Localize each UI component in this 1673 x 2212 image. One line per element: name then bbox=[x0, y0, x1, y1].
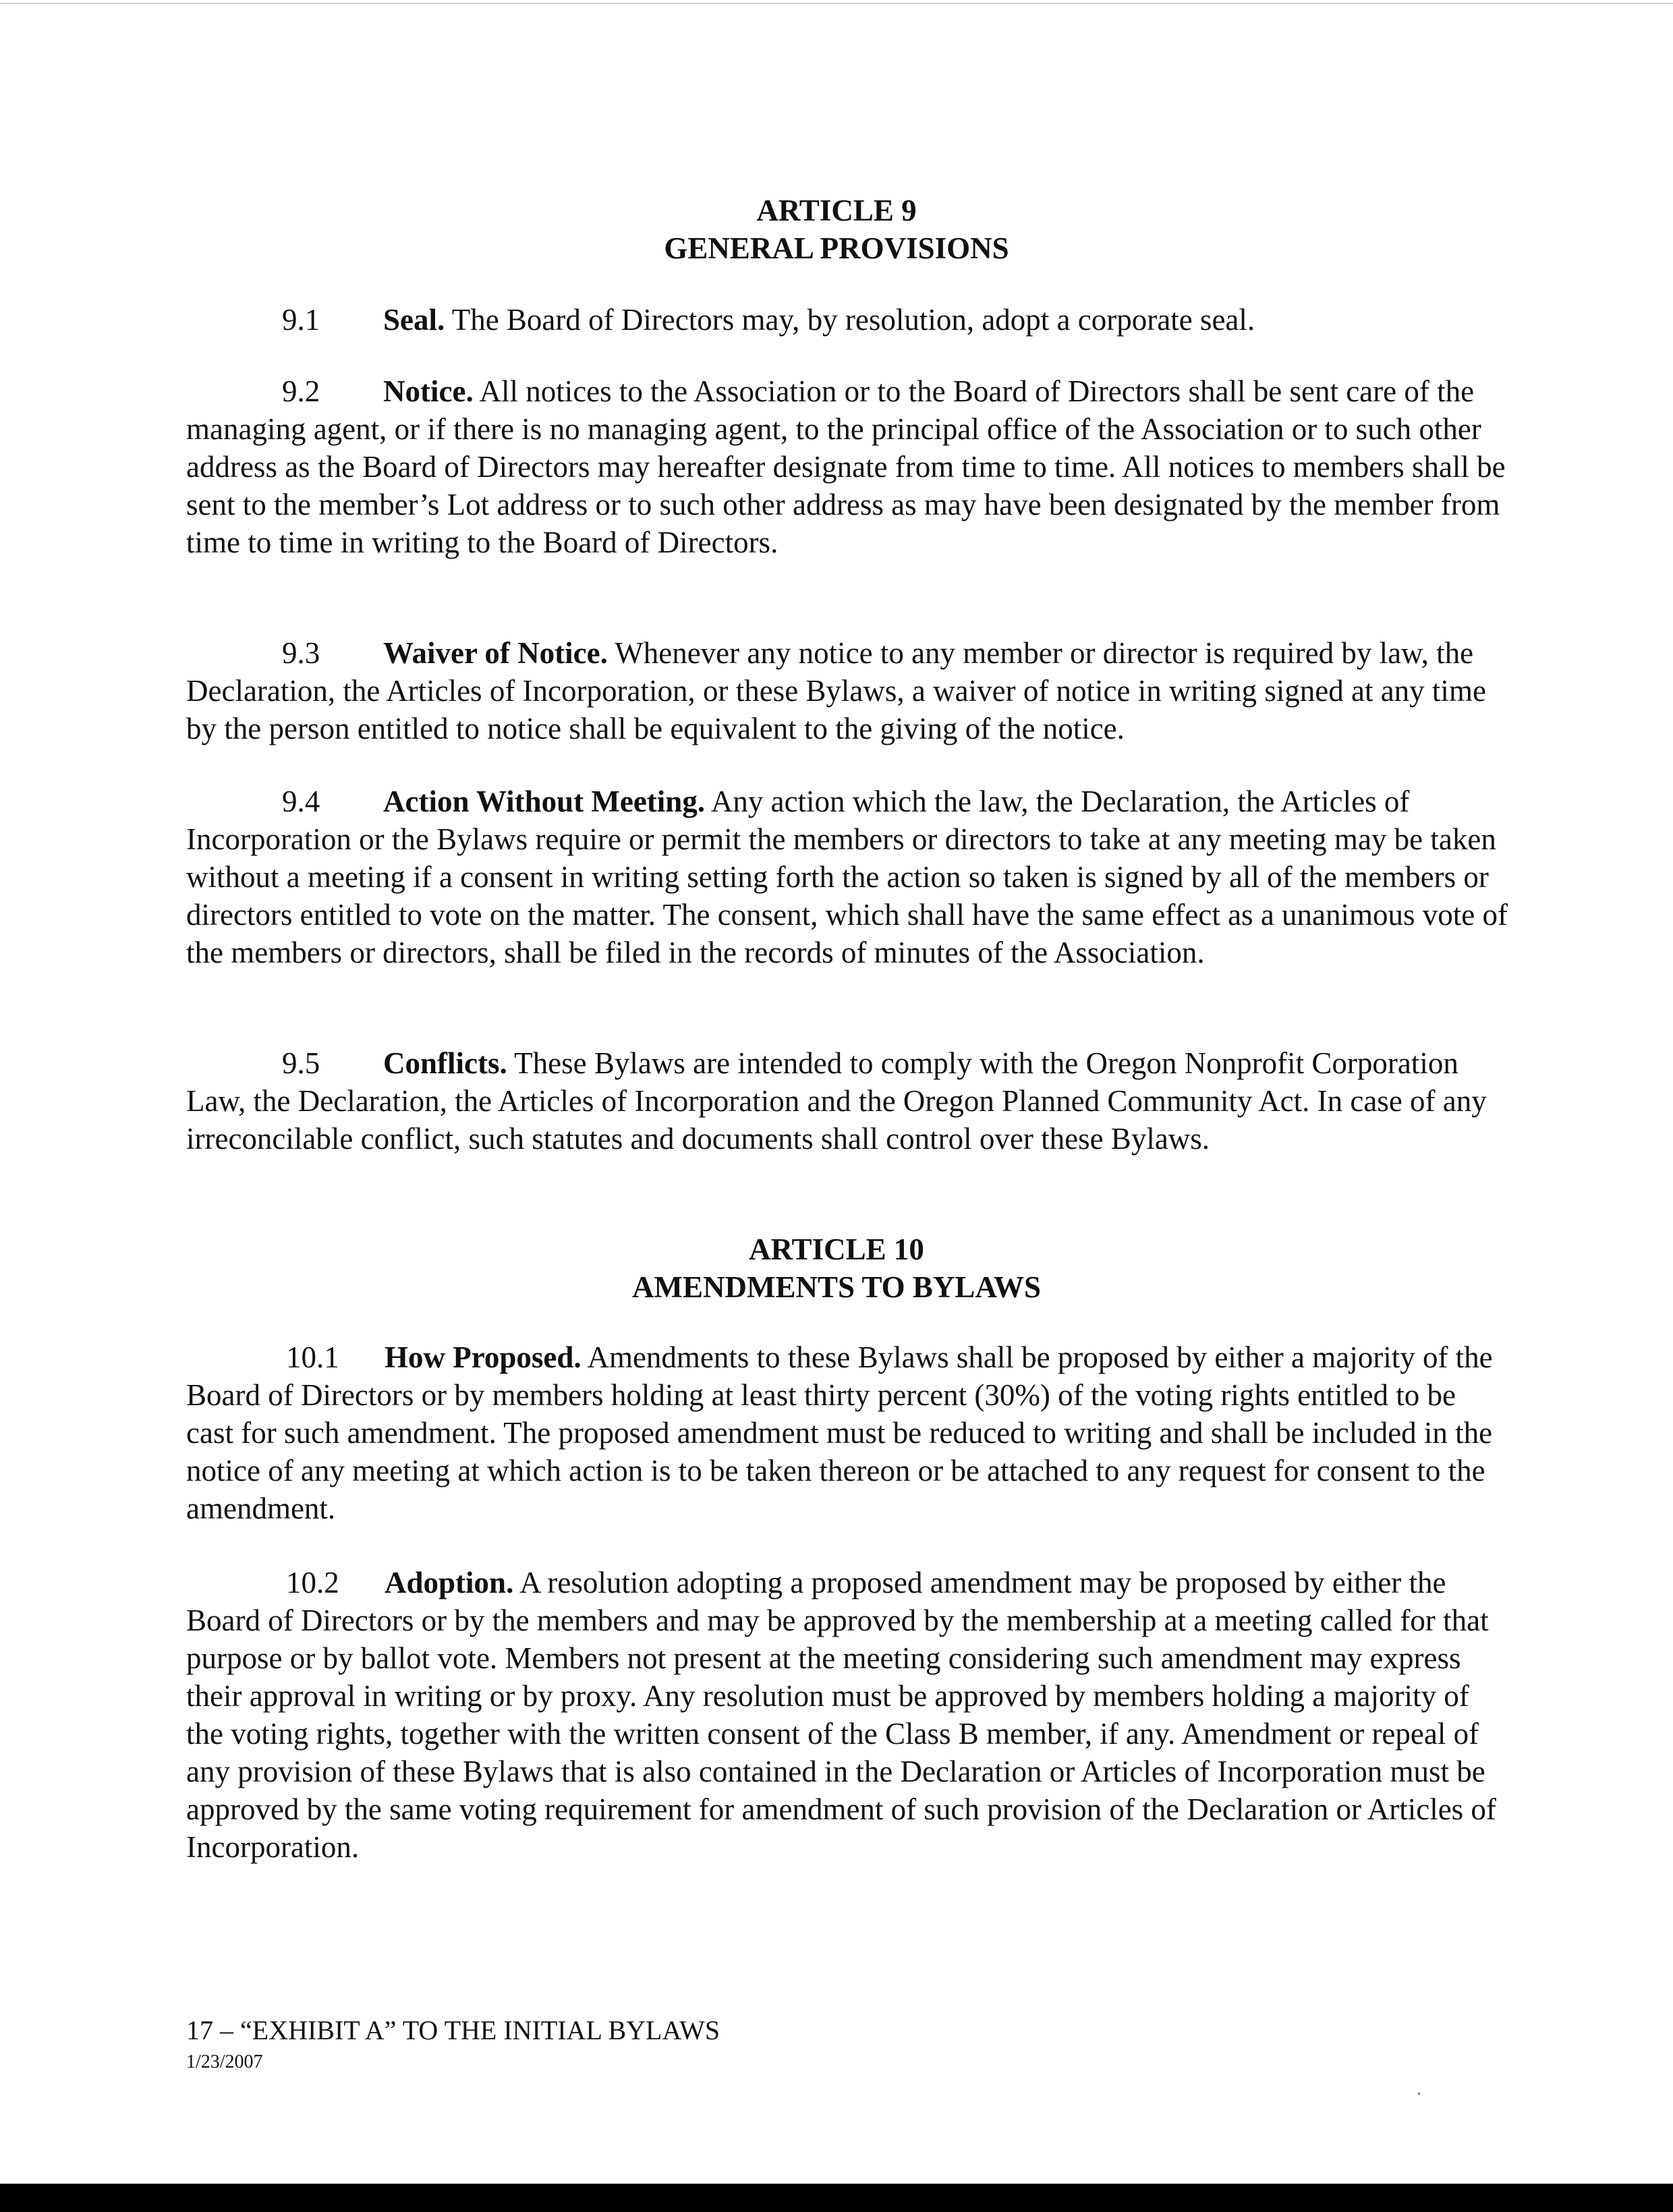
section-number: 9.1 bbox=[282, 303, 320, 337]
section-title: Conflicts bbox=[383, 1046, 500, 1080]
section-text: The Board of Directors may, by resolution, adopt a corporate seal. bbox=[445, 303, 1255, 337]
article-9-heading bbox=[0, 192, 1673, 267]
section-text: All notices to the Association or to the Board of Directors shall be sent care of the managing agent, or if there is no managing agent, to the principal office of the Association or to such other address as the Board of Directors may hereafter designate from time to time. All notices to members shall be sent to the member’s Lot address or to such other address as may have been designated by the member from time to time in writing to the Board of Directors. bbox=[186, 374, 1506, 559]
section-number: 9.3 bbox=[282, 636, 320, 670]
section-text: These Bylaws are intended to comply with the Oregon Nonprofit Corporation Law, the Declaration, the Articles of Incorporation and the Oregon Planned Community Act. In case of any irreconcilable conflict, such statutes and documents shall control over these Bylaws. bbox=[186, 1046, 1487, 1156]
section-9-3: 9.3 Waiver of Notice. Whenever any notice to any member or director is required by law, the Declaration, the Articles of Incorporation, or these Bylaws, a waiver of notice in writing signed at any time by the person entitled to notice shall be equivalent to the giving of the notice. bbox=[186, 634, 1508, 747]
section-10-2: 10.2 Adoption. A resolution adopting a proposed amendment may be proposed by either the Board of Directors or by the members and may be approved by the membership at a meeting called for that purpose or by ballot vote. Members not present at the meeting considering such amendment may express their approval in writing or by proxy. Any resolution must be approved by members holding a majority of the voting rights, together with the written consent of the Class B member, if any. Amendment or repeal of any provision of these Bylaws that is also contained in the Declaration or Articles of Incorporation must be approved by the same voting requirement for amendment of such provision of the Declaration or Articles of Incorporation. bbox=[186, 1564, 1508, 1866]
article-9-number: ARTICLE 9 bbox=[756, 194, 917, 227]
section-text: Any action which the law, the Declaration, the Articles of Incorporation or the Bylaws require or permit the members or directors to take at any meeting may be taken without a meeting if a consent in writing setting forth the action so taken is signed by all of the members or directors entitled to vote on the matter. The consent, which shall have the same effect as a unanimous vote of the members or directors, shall be filed in the records of minutes of the Association. bbox=[186, 785, 1508, 969]
section-10-1: 10.1 How Proposed. Amendments to these Bylaws shall be proposed by either a majority of the Board of Directors or by members holding at least thirty percent (30%) of the voting rights entitled to be cast for such amendment. The proposed amendment must be reduced to writing and shall be included in the notice of any meeting at which action is to be taken thereon or be attached to any request for consent to the amendment. bbox=[186, 1338, 1508, 1527]
article-9-title: GENERAL PROVISIONS bbox=[664, 231, 1009, 265]
section-title: Action Without Meeting bbox=[383, 785, 698, 818]
section-text: Whenever any notice to any member or director is required by law, the Declaration, the Articles of Incorporation, or these Bylaws, a waiver of notice in writing signed at any time by the person entitled to notice shall be equivalent to the giving of the notice. bbox=[186, 636, 1486, 745]
section-number: 10.2 bbox=[286, 1566, 339, 1599]
article-10-number: ARTICLE 10 bbox=[749, 1232, 924, 1266]
footer-date: 1/23/2007 bbox=[186, 2051, 263, 2072]
section-title: How Proposed bbox=[385, 1340, 574, 1374]
section-number: 9.2 bbox=[282, 374, 320, 408]
section-9-1: 9.1 Seal. The Board of Directors may, by resolution, adopt a corporate seal. bbox=[186, 301, 1508, 339]
section-title: Waiver of Notice bbox=[383, 636, 600, 670]
scan-top-edge bbox=[0, 3, 1673, 4]
section-number: 9.4 bbox=[282, 785, 320, 818]
article-10-title: AMENDMENTS TO BYLAWS bbox=[632, 1270, 1041, 1304]
section-number: 10.1 bbox=[286, 1340, 339, 1374]
section-title: Seal bbox=[383, 303, 438, 337]
section-9-4: 9.4 Action Without Meeting. Any action which the law, the Declaration, the Articles of Incorporation or the Bylaws require or permit the members or directors to take at any meeting may be taken without a meeting if a consent in writing setting forth the action so taken is signed by all of the members or directors entitled to vote on the matter. The consent, which shall have the same effect as a unanimous vote of the members or directors, shall be filed in the records of minutes of the Association. bbox=[186, 783, 1508, 971]
section-9-2: 9.2 Notice. All notices to the Association or to the Board of Directors shall be sent care of the managing agent, or if there is no managing agent, to the principal office of the Association or to such other address as the Board of Directors may hereafter designate from time to time. All notices to members shall be sent to the member’s Lot address or to such other address as may have been designated by the member from time to time in writing to the Board of Directors. bbox=[186, 372, 1508, 561]
section-text: A resolution adopting a proposed amendment may be proposed by either the Board of Directors or by the members and may be approved by the membership at a meeting called for that purpose or by ballot vote. Members not present at the meeting considering such amendment may express their approval in writing or by proxy. Any resolution must be approved by members holding a majority of the voting rights, together with the written consent of the Class B member, if any. Amendment or repeal of any provision of these Bylaws that is also contained in the Declaration or Articles of Incorporation must be approved by the same voting requirement for amendment of such provision of the Declaration or Articles of Incorporation. bbox=[186, 1566, 1496, 1864]
section-number: 9.5 bbox=[282, 1046, 320, 1080]
section-title: Adoption bbox=[385, 1566, 507, 1599]
section-9-5: 9.5 Conflicts. These Bylaws are intended to comply with the Oregon Nonprofit Corporation Law, the Declaration, the Articles of Incorporation and the Oregon Planned Community Act. In case of any irreconcilable conflict, such statutes and documents shall control over these Bylaws. bbox=[186, 1044, 1508, 1158]
section-title: Notice bbox=[383, 374, 466, 408]
article-10-heading bbox=[0, 1230, 1673, 1306]
section-text: Amendments to these Bylaws shall be proposed by either a majority of the Board of Directors or by members holding at least thirty percent (30%) of the voting rights entitled to be cast for such amendment. The proposed amendment must be reduced to writing and shall be included in the notice of any meeting at which action is to be taken thereon or be attached to any request for consent to the amendment. bbox=[186, 1340, 1493, 1525]
scan-bottom-edge bbox=[0, 2184, 1673, 2212]
scan-speck bbox=[1418, 2093, 1420, 2095]
footer-page-label: 17 – “EXHIBIT A” TO THE INITIAL BYLAWS bbox=[186, 2015, 720, 2045]
